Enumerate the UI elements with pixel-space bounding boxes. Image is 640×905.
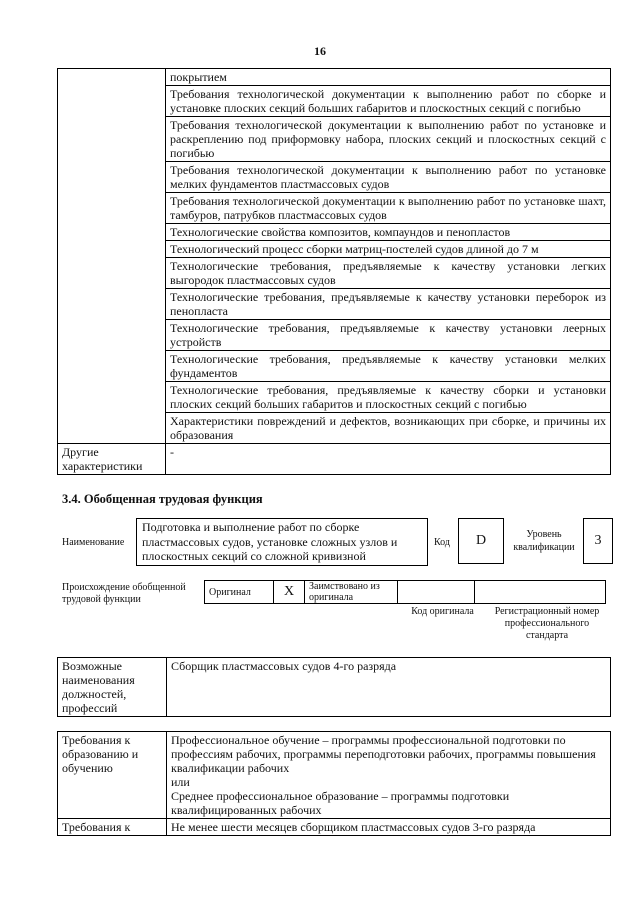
qualification-level-box: 3 bbox=[583, 518, 613, 564]
knowledge-item: Требования технологической документации к выполнению работ по установке и раскреплению под приформовку набора, плоских секций и плоскостных секций с погибью bbox=[166, 117, 611, 162]
knowledge-item: Технологические свойства композитов, компаундов и пенопластов bbox=[166, 224, 611, 241]
original-code-cell bbox=[398, 581, 475, 604]
name-label: Наименование bbox=[62, 537, 125, 548]
qualification-level-label: Уровень квалификации bbox=[513, 529, 575, 553]
education-label: Требования к образованию и обучению bbox=[58, 732, 167, 819]
knowledge-item: Характеристики повреждений и дефектов, возникающих при сборке, и причины их образования bbox=[166, 413, 611, 444]
original-label: Оригинал bbox=[205, 581, 274, 604]
knowledge-item: Технологические требования, предъявляемые к качеству установки мелких фундаментов bbox=[166, 351, 611, 382]
registration-number-cell bbox=[475, 581, 606, 604]
table-row bbox=[205, 581, 606, 604]
knowledge-table bbox=[57, 68, 611, 475]
knowledge-item: Требования технологической документации к выполнению работ по установке шахт, тамбуров, патрубков пластмассовых судов bbox=[166, 193, 611, 224]
section-title: 3.4. Обобщенная трудовая функция bbox=[62, 492, 263, 506]
original-mark: X bbox=[274, 581, 305, 604]
knowledge-item: Технологический процесс сборки матриц-постелей судов длиной до 7 м bbox=[166, 241, 611, 258]
table-row bbox=[58, 69, 611, 86]
other-characteristics-label: Другие характеристики bbox=[58, 444, 166, 475]
knowledge-item: Требования технологической документации к выполнению работ по установке мелких фундаментов пластмассовых судов bbox=[166, 162, 611, 193]
table-row bbox=[58, 732, 611, 819]
knowledge-item: Технологические требования, предъявляемые к качеству установки легких выгородок пластмассовых судов bbox=[166, 258, 611, 289]
positions-value: Сборщик пластмассовых судов 4-го разряда bbox=[167, 658, 611, 717]
positions-table bbox=[57, 657, 611, 717]
function-name-box: Подготовка и выполнение работ по сборке пластмассовых судов, установке сложных узлов и плоскостных секций со сложной кривизной bbox=[136, 518, 428, 566]
original-code-caption: Код оригинала bbox=[411, 606, 474, 617]
experience-label: Требования к bbox=[58, 819, 167, 836]
education-or: или bbox=[171, 775, 190, 789]
knowledge-item: Технологические требования, предъявляемые к качеству установки леерных устройств bbox=[166, 320, 611, 351]
education-value bbox=[167, 732, 611, 819]
borrowed-label: Заимствовано из оригинала bbox=[305, 581, 398, 604]
knowledge-item: покрытием bbox=[166, 69, 611, 86]
code-label: Код bbox=[434, 537, 450, 548]
education-line-1: Профессиональное обучение – программы профессиональной подготовки по профессиям рабочих, программы переподготовки рабочих, программы повышения квалификации рабочих bbox=[171, 733, 596, 775]
table-row bbox=[58, 658, 611, 717]
table-row bbox=[58, 444, 611, 475]
page-number: 16 bbox=[314, 44, 326, 58]
education-line-2: Среднее профессиональное образование – программы подготовки квалифицированных рабочих bbox=[171, 789, 510, 817]
other-characteristics-value: - bbox=[166, 444, 611, 475]
origin-label: Происхождение обобщенной трудовой функции bbox=[62, 582, 186, 605]
knowledge-item: Требования технологической документации к выполнению работ по сборке и установке плоских секций больших габаритов и плоскостных секций с погибью bbox=[166, 86, 611, 117]
registration-number-caption: Регистрационный номер профессионального стандарта bbox=[494, 606, 600, 641]
experience-value: Не менее шести месяцев сборщиком пластмассовых судов 3-го разряда bbox=[167, 819, 611, 836]
knowledge-item: Технологические требования, предъявляемые к качеству установки переборок из пенопласта bbox=[166, 289, 611, 320]
requirements-table bbox=[57, 731, 611, 836]
table-cell-empty bbox=[58, 69, 166, 444]
origin-table bbox=[204, 580, 606, 604]
table-row bbox=[58, 819, 611, 836]
knowledge-item: Технологические требования, предъявляемые к качеству сборки и установки плоских секций больших габаритов и плоскостных секций с погибью bbox=[166, 382, 611, 413]
positions-label: Возможные наименования должностей, профессий bbox=[58, 658, 167, 717]
code-box: D bbox=[458, 518, 504, 564]
